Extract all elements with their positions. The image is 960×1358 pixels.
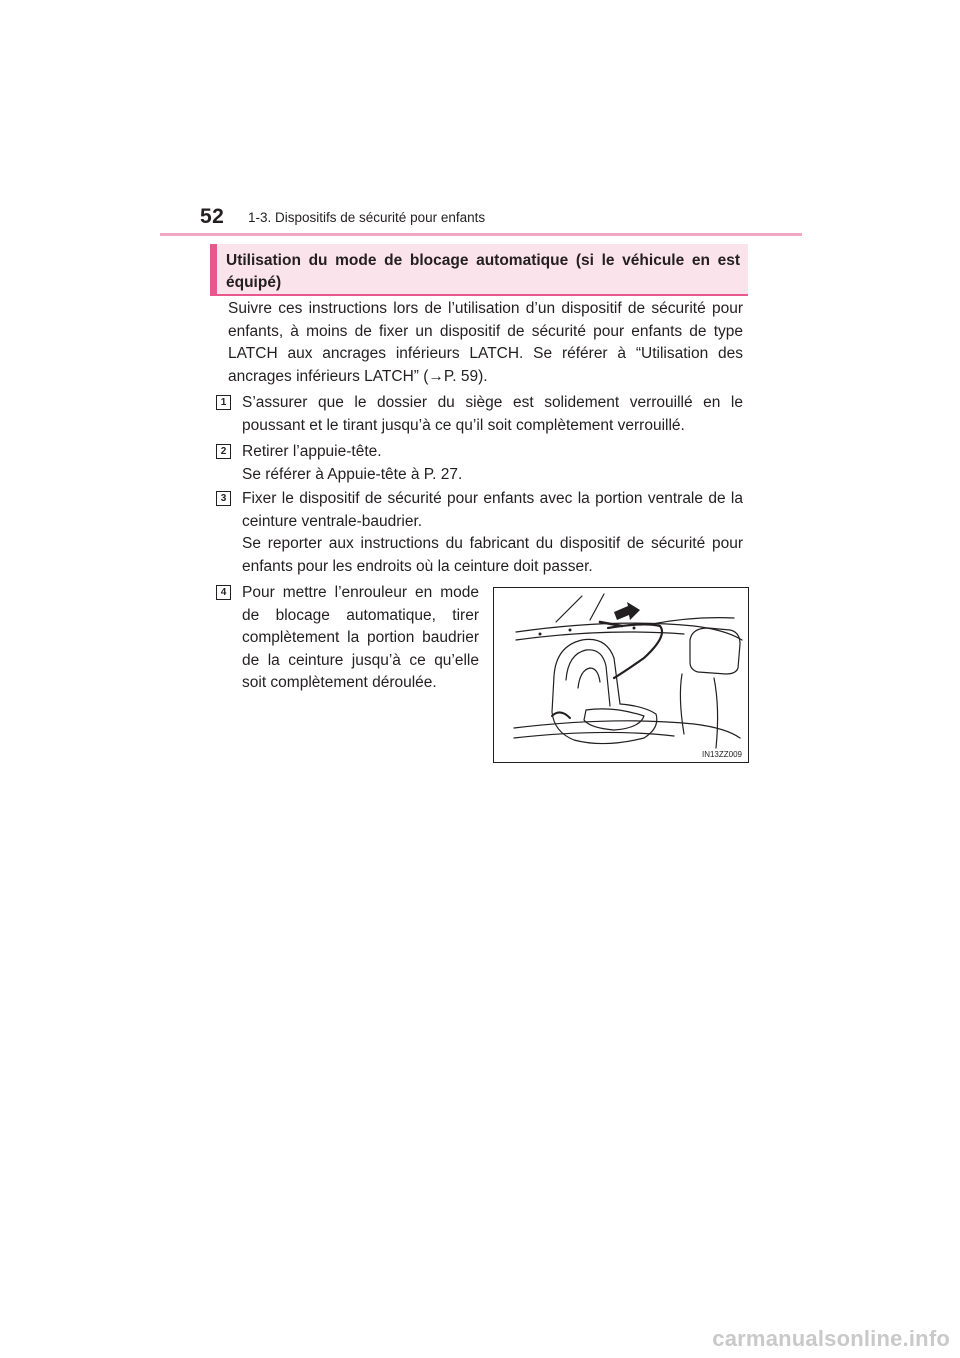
seat-dot [633, 627, 636, 630]
chapter-title: 1-3. Dispositifs de sécurité pour enfants [248, 210, 486, 225]
step-number-badge: 2 [216, 444, 231, 459]
seat-cushion-line [514, 721, 740, 738]
child-seat-shell [552, 639, 657, 743]
step-line: S’assurer que le dossier du siège est solidement verrouillé en le poussant et le tirant jusqu’à ce qu’il soit complètement verrouillé. [242, 394, 743, 434]
step-text [242, 441, 743, 486]
child-seat-illustration [493, 587, 749, 763]
seat-belt-lap [552, 712, 570, 718]
section-heading: Utilisation du mode de blocage automatique (si le véhicule en est équipé) [210, 244, 748, 294]
child-seat-inner [566, 650, 610, 706]
figure-code: IN13ZZ009 [701, 750, 742, 759]
child-seat-drawing [494, 588, 749, 763]
section-divider [210, 294, 748, 296]
seat-dot [539, 633, 542, 636]
page-number: 52 [200, 205, 225, 228]
seat-back-edge [714, 678, 718, 748]
child-seat-cushion [584, 709, 644, 730]
step-text [242, 488, 743, 578]
seat-dot [569, 629, 572, 632]
step-line: Se référer à Appuie-tête à P. 27. [242, 465, 463, 483]
step-line: Retirer l’appuie-tête. [242, 443, 382, 460]
step-line: Se reporter aux instructions du fabricant du dispositif de sécurité pour enfants pour les endroits où la ceinture doit passer. [242, 535, 743, 575]
step-text [242, 392, 743, 437]
child-seat-inner [578, 668, 600, 688]
step-number-badge: 3 [216, 491, 231, 506]
step-line: Fixer le dispositif de sécurité pour enfants avec la portion ventrale de la ceinture ventrale-baudrier. [242, 490, 743, 530]
belt-pulled-line [652, 618, 734, 624]
step-number-badge: 1 [216, 395, 231, 410]
intro-paragraph: Suivre ces instructions lors de l’utilisation d’un dispositif de sécurité pour enfants, à moins de fixer un dispositif de sécurité pour enfants de type LATCH aux ancrages inférieurs LATCH. Se référer à “Utilisation des ancrages inférieurs LATCH” (→P. 59). [228, 300, 743, 385]
seat-back-edge [680, 674, 684, 734]
step-line: Pour mettre l’enrouleur en mode de blocage automatique, tirer complètement la portion baudrier de la ceinture jusqu’à ce qu’elle soit complètement déroulée. [242, 584, 479, 691]
header-divider [160, 233, 802, 236]
pillar-line [590, 594, 604, 620]
pull-arrow-icon [614, 602, 640, 620]
pillar-line [556, 596, 582, 622]
step-number-badge: 4 [216, 585, 231, 600]
watermark-text[interactable]: carmanualsonline.info [712, 1326, 950, 1351]
step-text [242, 582, 479, 695]
